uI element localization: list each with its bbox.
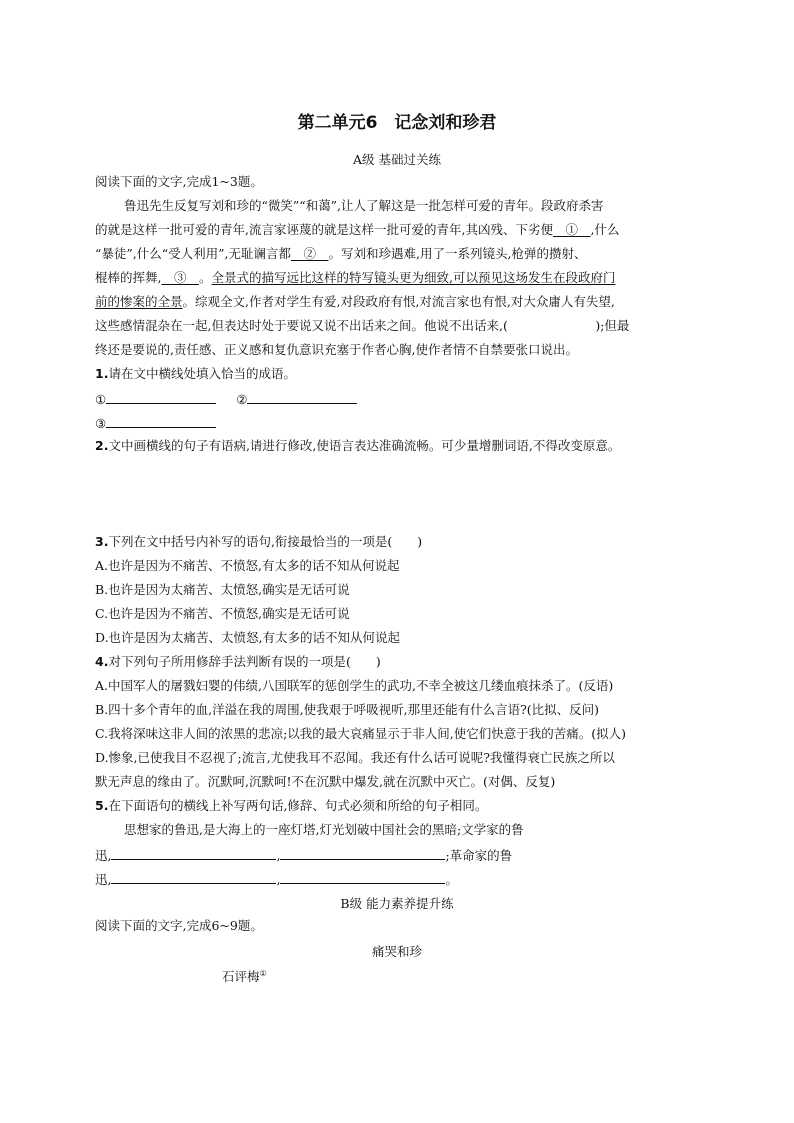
q5-comma: , bbox=[276, 848, 281, 863]
underlined-sentence: 全景式的描写远比这样的特写镜头更为细致,可以预见这场发生在段政府门 bbox=[211, 270, 616, 285]
passage-text: “暴徒”,什么“受人利用”,无耻谰言都 bbox=[95, 246, 292, 261]
author-name: 石评梅 bbox=[222, 969, 260, 985]
q5-blank-1[interactable] bbox=[111, 846, 276, 860]
question-3 bbox=[95, 534, 422, 550]
question-number: 4. bbox=[95, 654, 109, 669]
underlined-sentence-end: 前的惨案的全景 bbox=[95, 294, 183, 309]
q5-text: 。 bbox=[445, 872, 458, 887]
intro-1: 阅读下面的文字,完成1~3题。 bbox=[95, 174, 263, 189]
q4-option-b[interactable]: B.四十多个青年的血,洋溢在我的周围,使我艰于呼吸视听,那里还能有什么言语?(比拟、反问) bbox=[95, 702, 600, 717]
answer-blank-3[interactable] bbox=[106, 414, 216, 428]
q5-comma: , bbox=[276, 872, 281, 887]
q5-text: 迅, bbox=[95, 848, 112, 863]
intro-2: 阅读下面的文字,完成6~9题。 bbox=[95, 918, 263, 933]
passage-line-3 bbox=[95, 246, 586, 262]
answer-line-3 bbox=[95, 414, 216, 432]
page-title: 第二单元6 记念刘和珍君 bbox=[297, 113, 497, 133]
q5-text: ;革命家的鲁 bbox=[445, 848, 513, 863]
question-text: 在下面语句的横线上补写两句话,修辞、句式必须和所给的句子相同。 bbox=[108, 798, 488, 813]
blank-3: ③ bbox=[161, 270, 199, 285]
q5-text: 迅, bbox=[95, 872, 112, 887]
passage-text: 。写刘和珍遇难,用了一系列镜头,枪弹的攒射、 bbox=[328, 246, 587, 261]
article-title: 痛哭和珍 bbox=[371, 944, 422, 959]
question-number: 3. bbox=[95, 534, 109, 549]
passage-line-6: 这些感情混杂在一起,但表达时处于要说又说不出话来之间。他说不出话来,( );但最 bbox=[95, 318, 630, 333]
passage-line-7: 终还是要说的,责任感、正义感和复仇意识充塞于作者心胸,使作者情不自禁要张口说出。 bbox=[95, 342, 578, 357]
section-b-heading: B级 能力素养提升练 bbox=[340, 896, 454, 911]
author-footnote-marker: ① bbox=[259, 969, 267, 978]
question-4 bbox=[95, 654, 381, 670]
q3-option-d[interactable]: D.也许是因为太痛苦、太愤怒,有太多的话不知从何说起 bbox=[95, 630, 401, 645]
q5-line-2 bbox=[95, 846, 512, 864]
passage-line-4 bbox=[95, 270, 616, 286]
passage-line-1: 鲁迅先生反复写刘和珍的“微笑”“和蔼”,让人了解这是一批怎样可爱的青年。段政府杀害 bbox=[124, 198, 604, 213]
q5-blank-3[interactable] bbox=[111, 870, 276, 884]
passage-line-2 bbox=[95, 222, 619, 238]
q4-option-d[interactable]: D.惨象,已使我目不忍视了;流言,尤使我耳不忍闻。我还有什么话可说呢?我懂得衰亡民族之所以 bbox=[95, 750, 615, 765]
marker-3: ③ bbox=[95, 416, 107, 431]
blank-1: ① bbox=[552, 222, 591, 237]
q4-option-c[interactable]: C.我将深味这非人间的浓黑的悲凉;以我的最大哀痛显示于非人间,使它们快意于我的苦痛。(拟人) bbox=[95, 726, 627, 741]
answer-blank-2[interactable] bbox=[247, 390, 357, 404]
q4-option-d-cont: 默无声息的缘由了。沉默呵,沉默呵!不在沉默中爆发,就在沉默中灭亡。(对偶、反复) bbox=[95, 774, 556, 789]
question-1 bbox=[95, 366, 296, 382]
q4-option-a[interactable]: A.中国军人的屠戮妇婴的伟绩,八国联军的惩创学生的武功,不幸全被这几缕血痕抹杀了。(反语) bbox=[95, 678, 614, 693]
question-5 bbox=[95, 798, 487, 814]
author-line bbox=[222, 966, 267, 985]
question-text: 文中画横线的句子有语病,请进行修改,使语言表达准确流畅。可少量增删词语,不得改变原意。 bbox=[108, 438, 621, 453]
question-number: 2. bbox=[95, 438, 109, 453]
question-2 bbox=[95, 438, 620, 454]
answer-line-1-2 bbox=[95, 390, 357, 408]
passage-text: ,什么 bbox=[590, 222, 620, 237]
answer-blank-1[interactable] bbox=[106, 390, 216, 404]
q5-blank-2[interactable] bbox=[280, 846, 445, 860]
passage-line-5 bbox=[95, 294, 615, 310]
blank-2: ② bbox=[291, 246, 329, 261]
passage-text: 的就是这样一批可爱的青年,流言家诬蔑的就是这样一批可爱的青年,其凶残、下劣便 bbox=[95, 222, 553, 237]
marker-1: ① bbox=[95, 392, 107, 407]
question-number: 1. bbox=[95, 366, 109, 381]
question-text: 下列在文中括号内补写的语句,衔接最恰当的一项是( ) bbox=[108, 534, 423, 549]
q5-given-sentence: 思想家的鲁迅,是大海上的一座灯塔,灯光划破中国社会的黑暗;文学家的鲁 bbox=[124, 822, 524, 837]
q5-blank-4[interactable] bbox=[280, 870, 445, 884]
q5-line-3 bbox=[95, 870, 458, 888]
passage-text: 棍棒的挥舞, bbox=[95, 270, 162, 285]
question-text: 对下列句子所用修辞手法判断有误的一项是( ) bbox=[108, 654, 381, 669]
q3-option-c[interactable]: C.也许是因为不痛苦、不愤怒,确实是无话可说 bbox=[95, 606, 350, 621]
question-number: 5. bbox=[95, 798, 109, 813]
question-text: 请在文中横线处填入恰当的成语。 bbox=[108, 366, 296, 381]
section-a-heading: A级 基础过关练 bbox=[352, 152, 441, 167]
q3-option-a[interactable]: A.也许是因为不痛苦、不愤怒,有太多的话不知从何说起 bbox=[95, 558, 400, 573]
passage-text: 。综观全文,作者对学生有爱,对段政府有恨,对流言家也有恨,对大众庸人有失望, bbox=[182, 294, 615, 309]
q3-option-b[interactable]: B.也许是因为太痛苦、太愤怒,确实是无话可说 bbox=[95, 582, 350, 597]
marker-2: ② bbox=[236, 392, 248, 407]
passage-text: 。 bbox=[199, 270, 212, 285]
